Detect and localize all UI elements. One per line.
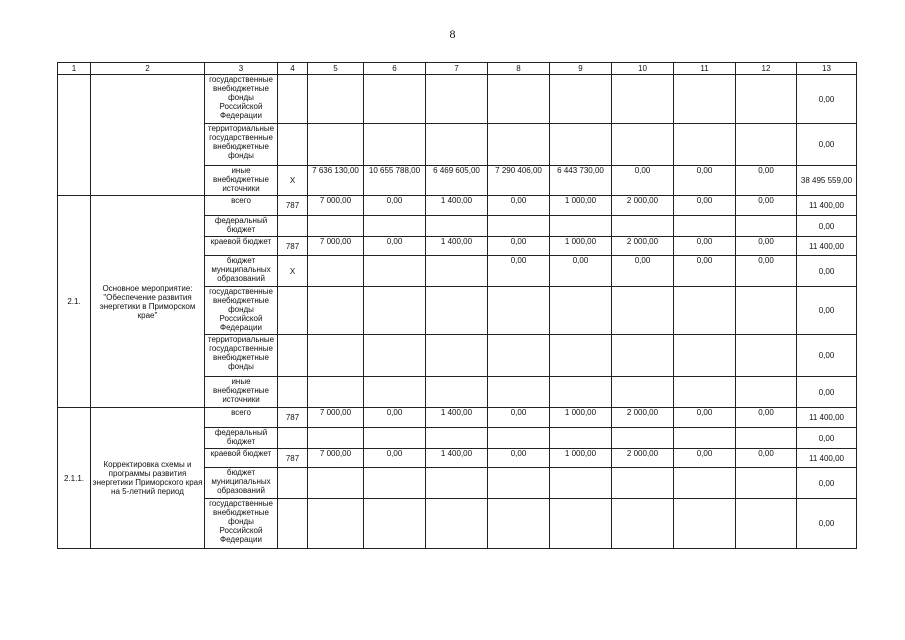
- year-value: [364, 75, 426, 124]
- year-value: 0,00: [612, 256, 674, 287]
- year-value: 0,00: [736, 256, 797, 287]
- year-value: [674, 75, 736, 124]
- funding-source: государственные внебюджетные фонды Российской Федерации: [205, 499, 278, 549]
- year-value: [612, 75, 674, 124]
- year-value: 2 000,00: [612, 449, 674, 468]
- year-value: 1 400,00: [426, 237, 488, 256]
- row-index: 2.1.1.: [58, 408, 91, 549]
- column-header: 3: [205, 63, 278, 75]
- year-value: [674, 499, 736, 549]
- year-value: [308, 124, 364, 166]
- total-value: 0,00: [797, 216, 857, 237]
- year-value: [550, 428, 612, 449]
- row-index: 2.1.: [58, 196, 91, 408]
- measure-name: [91, 75, 205, 196]
- year-value: 0,00: [736, 408, 797, 428]
- page-number: 8: [449, 27, 456, 41]
- year-value: 1 400,00: [426, 196, 488, 216]
- funding-source: государственные внебюджетные фонды Российской Федерации: [205, 287, 278, 335]
- year-value: 1 000,00: [550, 408, 612, 428]
- funding-source: всего: [205, 196, 278, 216]
- year-value: 7 000,00: [308, 196, 364, 216]
- funding-source: территориальные государственные внебюджетные фонды: [205, 335, 278, 377]
- year-value: 0,00: [674, 449, 736, 468]
- year-value: [364, 216, 426, 237]
- year-value: [736, 468, 797, 499]
- year-value: 0,00: [488, 449, 550, 468]
- year-value: [308, 428, 364, 449]
- year-value: [426, 428, 488, 449]
- year-value: [674, 335, 736, 377]
- year-value: 2 000,00: [612, 196, 674, 216]
- year-value: [364, 499, 426, 549]
- year-value: [364, 377, 426, 408]
- funding-source: федеральный бюджет: [205, 428, 278, 449]
- funding-source: федеральный бюджет: [205, 216, 278, 237]
- table-row: [58, 75, 857, 124]
- year-value: [736, 287, 797, 335]
- budget-code: X: [278, 166, 308, 196]
- year-value: [550, 499, 612, 549]
- budget-code: 787: [278, 408, 308, 428]
- budget-code: 787: [278, 237, 308, 256]
- year-value: [612, 377, 674, 408]
- year-value: [550, 216, 612, 237]
- total-value: 0,00: [797, 468, 857, 499]
- year-value: 0,00: [364, 196, 426, 216]
- year-value: [364, 287, 426, 335]
- measure-name: Корректировка схемы и программы развития энергетики Приморского края на 5-летний период: [91, 408, 205, 549]
- column-header-row: [58, 63, 857, 75]
- year-value: 7 000,00: [308, 408, 364, 428]
- year-value: [612, 287, 674, 335]
- year-value: 1 000,00: [550, 196, 612, 216]
- year-value: [612, 124, 674, 166]
- column-header: 6: [364, 63, 426, 75]
- year-value: 0,00: [550, 256, 612, 287]
- year-value: [426, 377, 488, 408]
- year-value: 7 636 130,00: [308, 166, 364, 196]
- year-value: [488, 75, 550, 124]
- year-value: [674, 287, 736, 335]
- budget-code: [278, 216, 308, 237]
- year-value: [488, 499, 550, 549]
- year-value: 6 443 730,00: [550, 166, 612, 196]
- year-value: 0,00: [364, 408, 426, 428]
- column-header: 12: [736, 63, 797, 75]
- budget-code: X: [278, 256, 308, 287]
- year-value: [364, 428, 426, 449]
- year-value: [488, 335, 550, 377]
- year-value: [488, 287, 550, 335]
- year-value: [426, 287, 488, 335]
- year-value: [426, 468, 488, 499]
- year-value: [550, 287, 612, 335]
- year-value: [674, 428, 736, 449]
- year-value: [308, 256, 364, 287]
- year-value: [612, 216, 674, 237]
- table-row: [58, 196, 857, 216]
- total-value: 0,00: [797, 287, 857, 335]
- year-value: 2 000,00: [612, 237, 674, 256]
- year-value: 0,00: [488, 256, 550, 287]
- column-header: 10: [612, 63, 674, 75]
- year-value: [550, 75, 612, 124]
- funding-source: краевой бюджет: [205, 449, 278, 468]
- year-value: [488, 428, 550, 449]
- year-value: [364, 256, 426, 287]
- year-value: [426, 256, 488, 287]
- budget-code: 787: [278, 449, 308, 468]
- year-value: [426, 75, 488, 124]
- column-header: 7: [426, 63, 488, 75]
- funding-source: бюджет муниципальных образований: [205, 256, 278, 287]
- year-value: [550, 377, 612, 408]
- total-value: 11 400,00: [797, 449, 857, 468]
- total-value: 38 495 559,00: [797, 166, 857, 196]
- year-value: 0,00: [364, 237, 426, 256]
- year-value: [612, 468, 674, 499]
- budget-code: [278, 428, 308, 449]
- year-value: [488, 377, 550, 408]
- budget-code: [278, 287, 308, 335]
- year-value: [308, 216, 364, 237]
- year-value: 7 290 406,00: [488, 166, 550, 196]
- year-value: [426, 216, 488, 237]
- year-value: 0,00: [736, 196, 797, 216]
- total-value: 0,00: [797, 428, 857, 449]
- budget-table: [57, 62, 857, 549]
- year-value: [736, 75, 797, 124]
- year-value: [308, 287, 364, 335]
- year-value: [550, 335, 612, 377]
- funding-source: иные внебюджетные источники: [205, 166, 278, 196]
- year-value: 7 000,00: [308, 237, 364, 256]
- year-value: [612, 335, 674, 377]
- table-row: [58, 408, 857, 428]
- year-value: [674, 216, 736, 237]
- funding-source: всего: [205, 408, 278, 428]
- year-value: 0,00: [674, 408, 736, 428]
- column-header: 9: [550, 63, 612, 75]
- total-value: 0,00: [797, 499, 857, 549]
- column-header: 13: [797, 63, 857, 75]
- year-value: 1 000,00: [550, 237, 612, 256]
- year-value: [736, 124, 797, 166]
- year-value: [488, 124, 550, 166]
- year-value: [736, 335, 797, 377]
- column-header: 8: [488, 63, 550, 75]
- table-body: [58, 63, 857, 549]
- year-value: 0,00: [674, 166, 736, 196]
- total-value: 0,00: [797, 335, 857, 377]
- total-value: 0,00: [797, 377, 857, 408]
- row-index: [58, 75, 91, 196]
- total-value: 11 400,00: [797, 196, 857, 216]
- year-value: [736, 428, 797, 449]
- year-value: [550, 468, 612, 499]
- year-value: [736, 377, 797, 408]
- budget-code: [278, 468, 308, 499]
- year-value: 0,00: [488, 196, 550, 216]
- year-value: [308, 377, 364, 408]
- year-value: 6 469 605,00: [426, 166, 488, 196]
- budget-code: [278, 377, 308, 408]
- column-header: 4: [278, 63, 308, 75]
- column-header: 5: [308, 63, 364, 75]
- year-value: 0,00: [364, 449, 426, 468]
- year-value: [364, 124, 426, 166]
- year-value: [674, 377, 736, 408]
- year-value: 0,00: [612, 166, 674, 196]
- year-value: [488, 468, 550, 499]
- year-value: 1 400,00: [426, 408, 488, 428]
- total-value: 11 400,00: [797, 408, 857, 428]
- year-value: 0,00: [674, 256, 736, 287]
- year-value: [308, 335, 364, 377]
- year-value: 0,00: [736, 449, 797, 468]
- year-value: [612, 428, 674, 449]
- budget-code: 787: [278, 196, 308, 216]
- measure-name: Основное мероприятие: "Обеспечение развития энергетики в Приморском крае": [91, 196, 205, 408]
- year-value: 2 000,00: [612, 408, 674, 428]
- year-value: [736, 499, 797, 549]
- year-value: [308, 75, 364, 124]
- column-header: 11: [674, 63, 736, 75]
- year-value: [308, 468, 364, 499]
- year-value: 1 400,00: [426, 449, 488, 468]
- year-value: 0,00: [736, 166, 797, 196]
- total-value: 0,00: [797, 124, 857, 166]
- column-header: 1: [58, 63, 91, 75]
- year-value: [488, 216, 550, 237]
- budget-code: [278, 75, 308, 124]
- year-value: 1 000,00: [550, 449, 612, 468]
- funding-source: территориальные государственные внебюджетные фонды: [205, 124, 278, 166]
- funding-source: иные внебюджетные источники: [205, 377, 278, 408]
- year-value: [426, 499, 488, 549]
- year-value: 0,00: [488, 408, 550, 428]
- budget-code: [278, 499, 308, 549]
- year-value: 10 655 788,00: [364, 166, 426, 196]
- year-value: [674, 124, 736, 166]
- year-value: 0,00: [488, 237, 550, 256]
- year-value: [364, 468, 426, 499]
- budget-code: [278, 124, 308, 166]
- year-value: [674, 468, 736, 499]
- funding-source: государственные внебюджетные фонды Российской Федерации: [205, 75, 278, 124]
- total-value: 0,00: [797, 75, 857, 124]
- year-value: 0,00: [736, 237, 797, 256]
- funding-source: краевой бюджет: [205, 237, 278, 256]
- year-value: 0,00: [674, 196, 736, 216]
- year-value: [612, 499, 674, 549]
- year-value: 0,00: [674, 237, 736, 256]
- year-value: [550, 124, 612, 166]
- total-value: 11 400,00: [797, 237, 857, 256]
- year-value: [364, 335, 426, 377]
- year-value: [736, 216, 797, 237]
- year-value: [308, 499, 364, 549]
- total-value: 0,00: [797, 256, 857, 287]
- year-value: [426, 335, 488, 377]
- budget-code: [278, 335, 308, 377]
- year-value: 7 000,00: [308, 449, 364, 468]
- year-value: [426, 124, 488, 166]
- funding-source: бюджет муниципальных образований: [205, 468, 278, 499]
- column-header: 2: [91, 63, 205, 75]
